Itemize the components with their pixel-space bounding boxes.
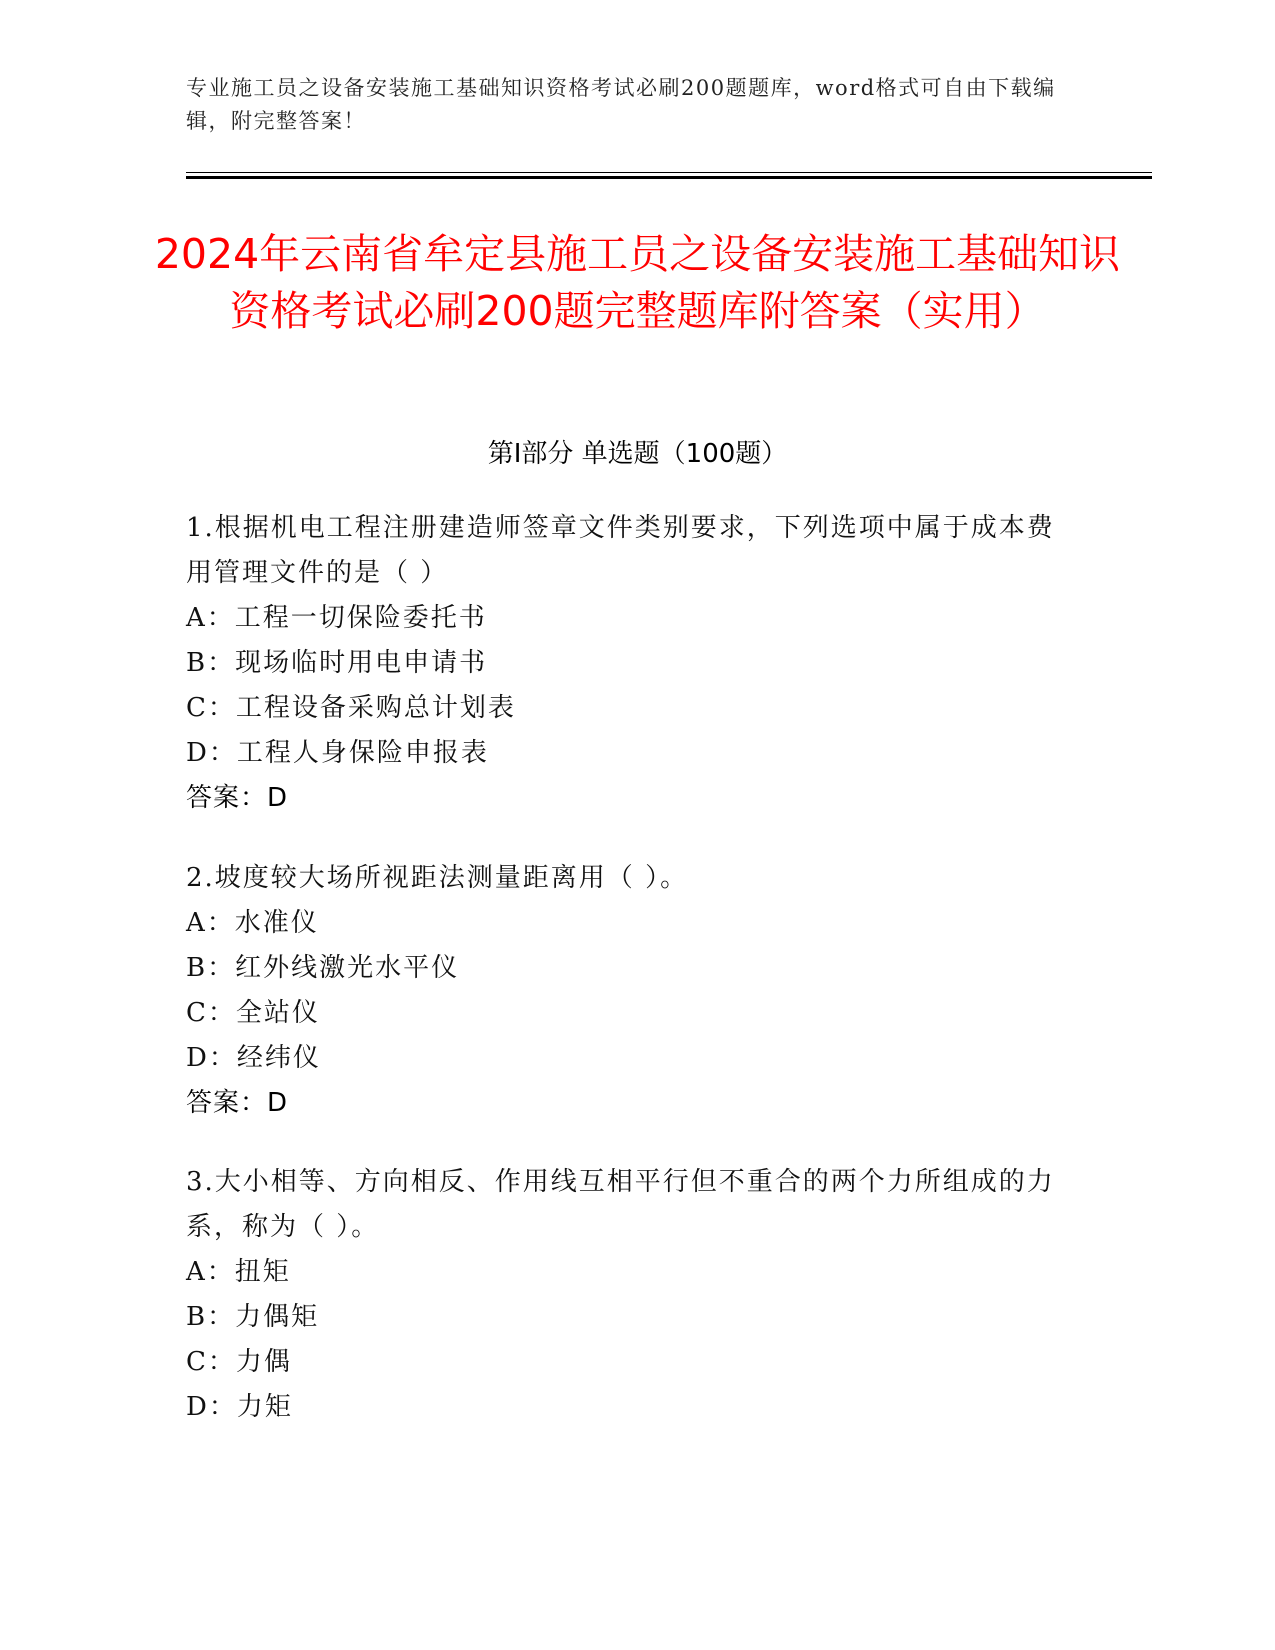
option-b: B：现场临时用电申请书	[186, 648, 488, 678]
question-stem: 3.大小相等、方向相反、作用线互相平行但不重合的两个力所组成的力系，称为（ ）。	[186, 1167, 1055, 1242]
option-b: B：红外线激光水平仪	[186, 953, 460, 983]
option-d: D：经纬仪	[186, 1043, 321, 1073]
option-d: D：力矩	[186, 1392, 293, 1422]
header-divider-thick	[186, 176, 1152, 179]
option-a: A：水准仪	[186, 908, 319, 938]
option-c: C：力偶	[186, 1347, 292, 1377]
document-title: 2024年云南省牟定县施工员之设备安装施工基础知识资格考试必刷200题完整题库附答案（实用）	[154, 230, 1121, 335]
question-3	[186, 1160, 1076, 1430]
question-2	[186, 856, 1076, 1126]
option-a: A：工程一切保险委托书	[186, 603, 487, 633]
question-stem: 1.根据机电工程注册建造师签章文件类别要求，下列选项中属于成本费用管理文件的是（ ）	[186, 513, 1055, 588]
header-divider-thin	[186, 172, 1152, 173]
header-note: 专业施工员之设备安装施工基础知识资格考试必刷200题题库，word格式可自由下载编辑，附完整答案！	[186, 76, 1056, 133]
question-stem: 2.坡度较大场所视距法测量距离用（ ）。	[186, 863, 689, 893]
answer-label: 答案：D	[186, 783, 289, 813]
question-1	[186, 506, 1076, 821]
section-heading: 第I部分 单选题（100题）	[487, 439, 788, 469]
option-c: C：全站仪	[186, 998, 320, 1028]
option-c: C：工程设备采购总计划表	[186, 693, 516, 723]
option-d: D：工程人身保险申报表	[186, 738, 489, 768]
option-a: A：扭矩	[186, 1257, 291, 1287]
answer-label: 答案：D	[186, 1088, 289, 1118]
option-b: B：力偶矩	[186, 1302, 320, 1332]
